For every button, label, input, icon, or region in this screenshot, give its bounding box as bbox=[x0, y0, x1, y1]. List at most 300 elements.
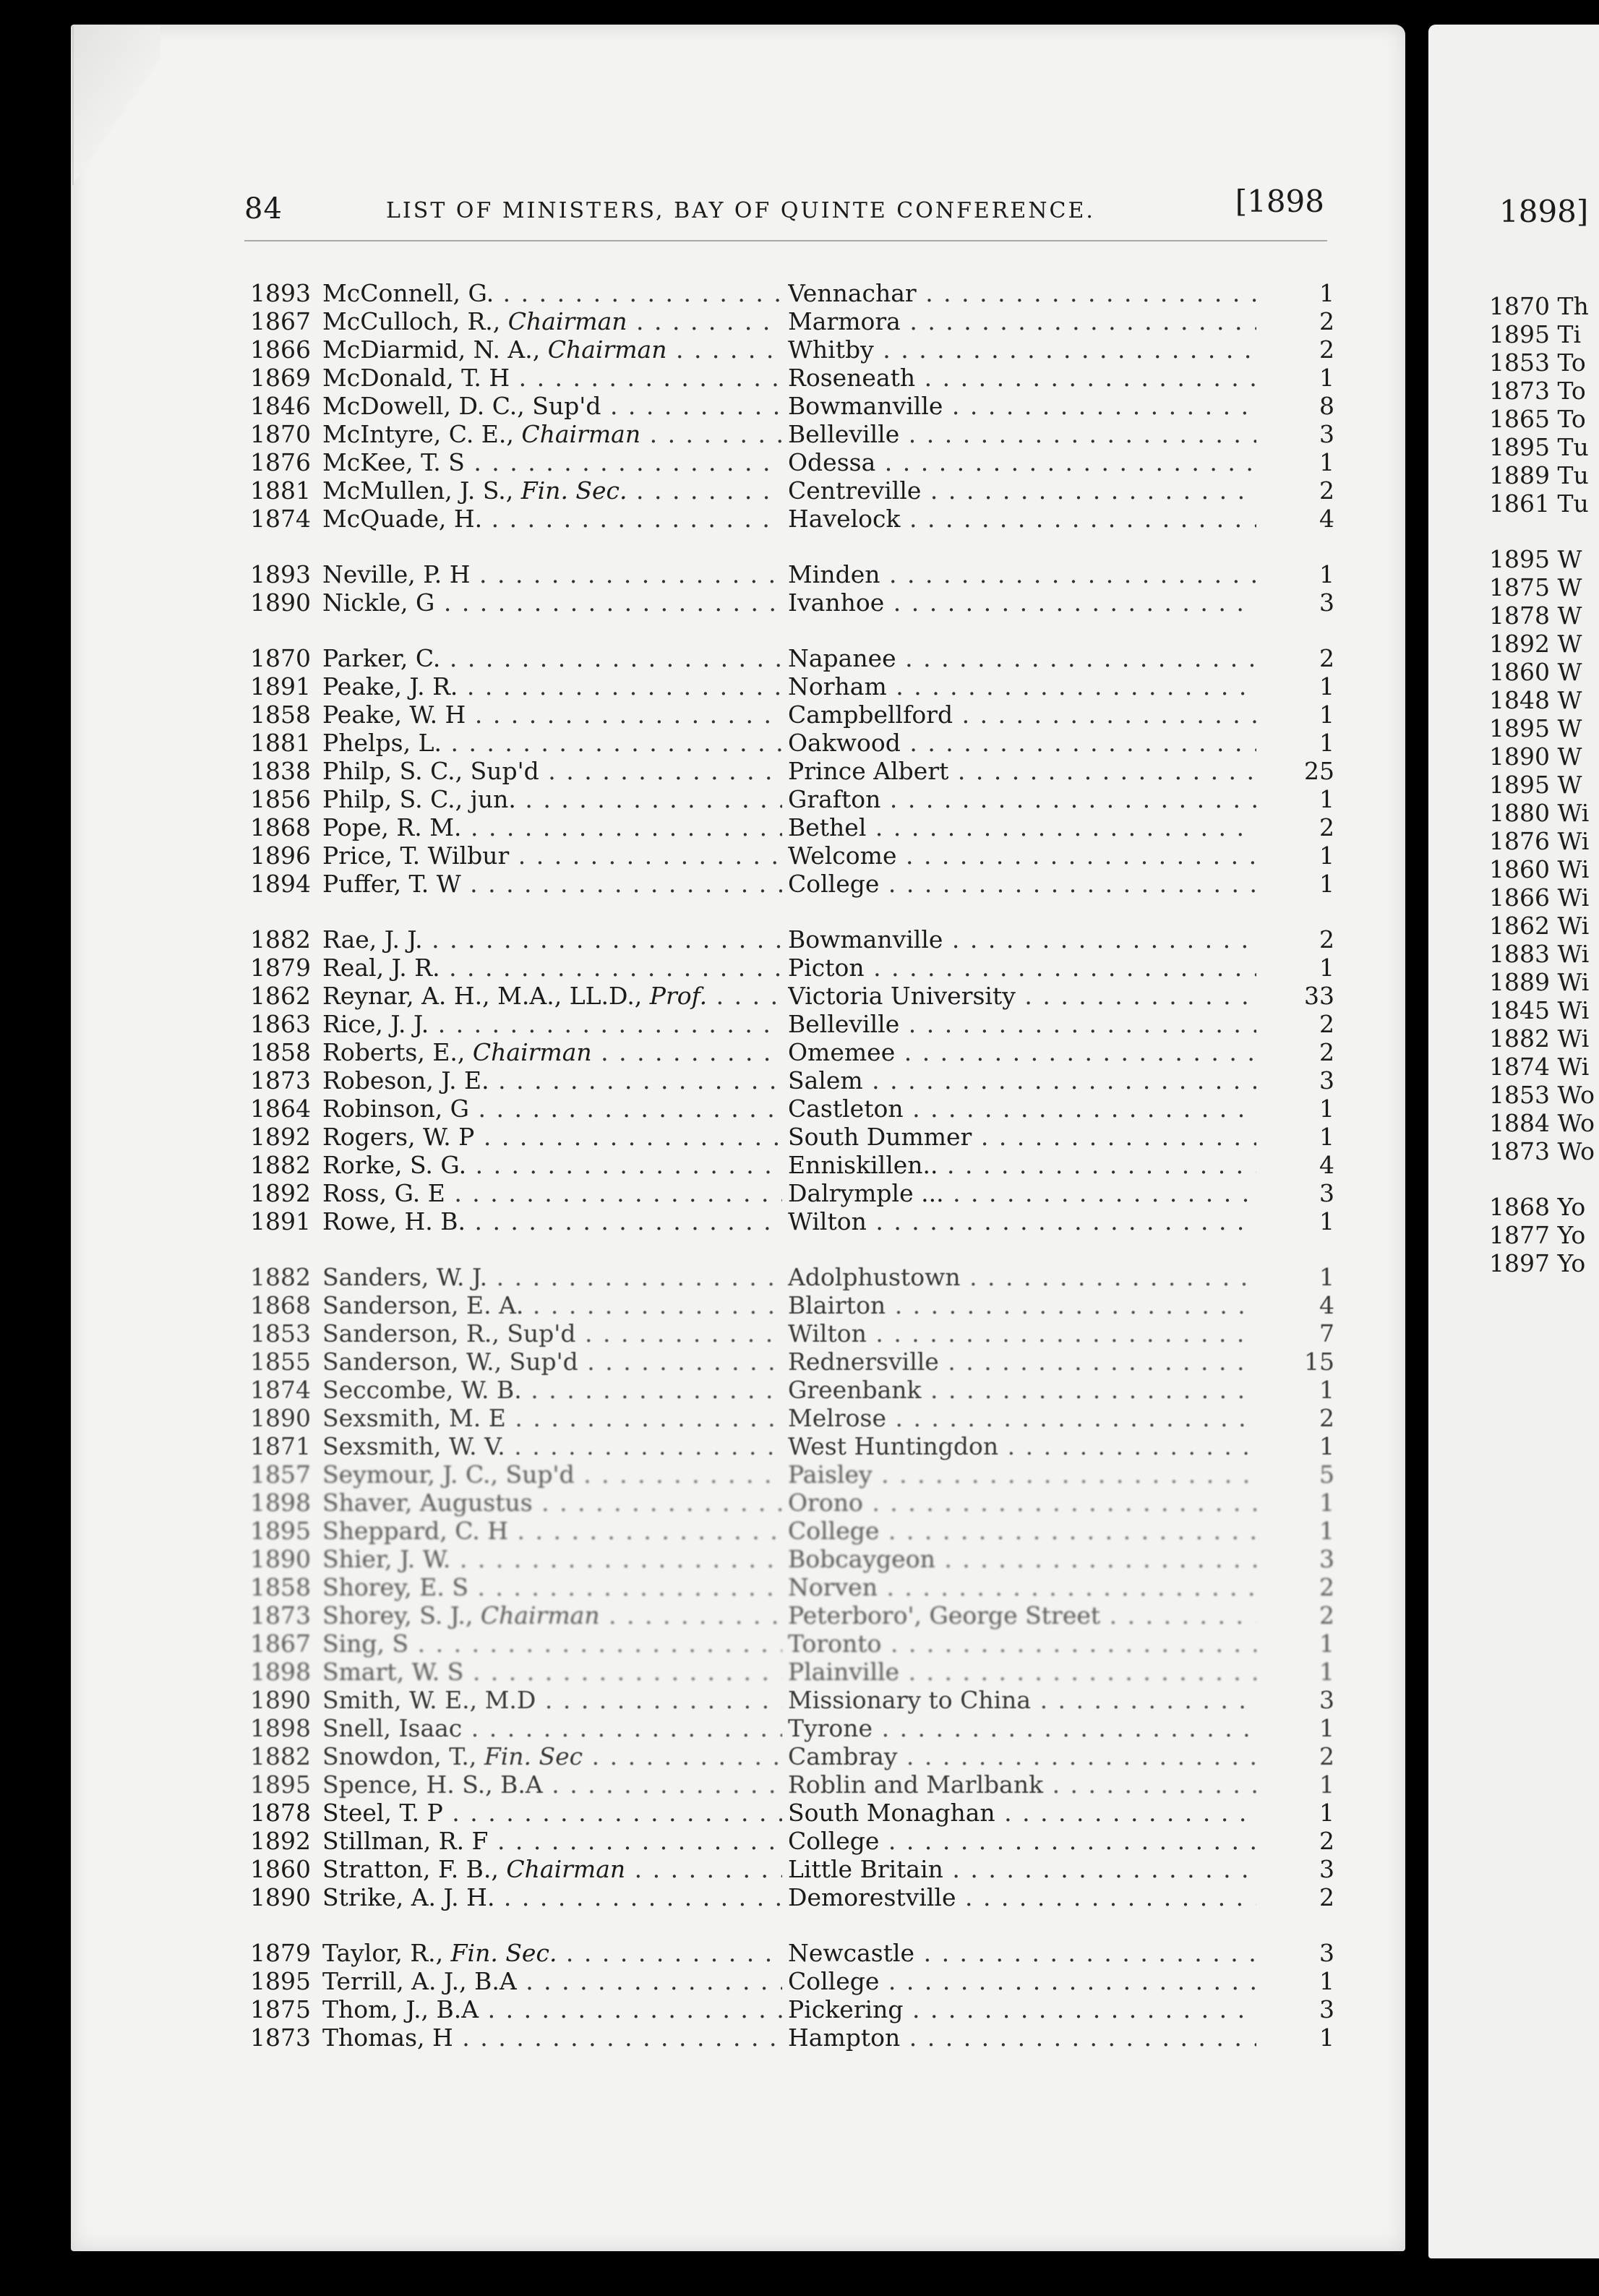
entry-place bbox=[788, 1517, 1256, 1545]
entry-name bbox=[322, 1376, 782, 1404]
entry-place bbox=[788, 1010, 1256, 1038]
list-item bbox=[250, 1038, 1334, 1066]
minister-list bbox=[250, 279, 1334, 2052]
entry-place-text: Blairton bbox=[788, 1291, 886, 1319]
entry-place-text: Missionary to China bbox=[788, 1686, 1032, 1714]
entry-name bbox=[322, 1404, 782, 1432]
entry-name-text: Shaver, Augustus bbox=[322, 1488, 533, 1517]
list-item bbox=[250, 954, 1334, 982]
entry-name bbox=[322, 1432, 782, 1460]
entry-year: 1882 bbox=[250, 1151, 311, 1179]
entry-name-text: Smart, W. S bbox=[322, 1658, 464, 1686]
page-number: 84 bbox=[244, 192, 283, 226]
entry-name bbox=[322, 1517, 782, 1545]
entry-name bbox=[322, 1123, 782, 1151]
entry-name bbox=[322, 1151, 782, 1179]
entry-count: 1 bbox=[1319, 2023, 1334, 2052]
entry-count: 4 bbox=[1319, 1151, 1334, 1179]
entry-name-text: Parker, C. bbox=[322, 644, 441, 672]
entry-count: 1 bbox=[1319, 785, 1334, 813]
entry-year: 1876 bbox=[250, 448, 311, 476]
list-item bbox=[250, 1995, 1334, 2023]
entry-place-text: Omemee bbox=[788, 1038, 896, 1066]
entry-place bbox=[788, 448, 1256, 476]
list-item bbox=[250, 1799, 1334, 1827]
entry-name bbox=[322, 392, 782, 420]
entry-name-text: Neville, P. H bbox=[322, 560, 471, 588]
entry-name-text: Philp, S. C., Sup'd bbox=[322, 757, 539, 785]
entry-count: 2 bbox=[1319, 307, 1334, 335]
entry-place-text: Rednersville bbox=[788, 1348, 939, 1376]
entry-count: 4 bbox=[1319, 1291, 1334, 1319]
list-item bbox=[250, 1855, 1334, 1883]
entry-place-text: Belleville bbox=[788, 420, 900, 448]
entry-count: 1 bbox=[1319, 870, 1334, 898]
entry-year: 1898 bbox=[250, 1714, 311, 1742]
entry-name-text: Snell, Isaac bbox=[322, 1714, 463, 1742]
list-item bbox=[250, 560, 1334, 588]
entry-name bbox=[322, 785, 782, 813]
entry-count: 1 bbox=[1319, 701, 1334, 729]
entry-title: Fin. Sec. bbox=[520, 476, 627, 505]
entry-place-text: Victoria University bbox=[788, 982, 1016, 1010]
entry-place bbox=[788, 1151, 1256, 1179]
list-item bbox=[250, 644, 1334, 672]
entry-place-text: College bbox=[788, 870, 880, 898]
right-list-item: 1895 W bbox=[1489, 714, 1582, 742]
list-item bbox=[250, 1376, 1334, 1404]
entry-year: 1879 bbox=[250, 1939, 311, 1967]
entry-name bbox=[322, 757, 782, 785]
entry-name-text: Robinson, G bbox=[322, 1095, 470, 1123]
entry-count: 1 bbox=[1319, 1263, 1334, 1291]
entry-name bbox=[322, 1742, 782, 1770]
entry-name-text: McKee, T. S bbox=[322, 448, 465, 476]
list-item bbox=[250, 505, 1334, 533]
entry-place-text: College bbox=[788, 1827, 880, 1855]
entry-year: 1846 bbox=[250, 392, 311, 420]
entry-place-text: West Huntingdon bbox=[788, 1432, 999, 1460]
entry-name-text: McDowell, D. C., Sup'd bbox=[322, 392, 601, 420]
entry-name bbox=[322, 729, 782, 757]
list-item bbox=[250, 1066, 1334, 1095]
entry-count: 3 bbox=[1319, 1939, 1334, 1967]
entry-place-text: Dalrymple ... bbox=[788, 1179, 944, 1207]
right-page-header: 1898] bbox=[1499, 194, 1589, 229]
entry-place bbox=[788, 307, 1256, 335]
entry-place bbox=[788, 1291, 1256, 1319]
entry-year: 1868 bbox=[250, 1291, 311, 1319]
entry-name bbox=[322, 307, 782, 335]
entry-count: 3 bbox=[1319, 1855, 1334, 1883]
entry-place bbox=[788, 841, 1256, 870]
entry-place-text: Adolphustown bbox=[788, 1263, 961, 1291]
entry-place bbox=[788, 1038, 1256, 1066]
entry-year: 1898 bbox=[250, 1658, 311, 1686]
entry-year: 1882 bbox=[250, 1742, 311, 1770]
entry-name bbox=[322, 1601, 782, 1629]
entry-name bbox=[322, 1460, 782, 1488]
entry-name-text: Shier, J. W. bbox=[322, 1545, 451, 1573]
entry-count: 2 bbox=[1319, 1742, 1334, 1770]
entry-year: 1893 bbox=[250, 279, 311, 307]
entry-place bbox=[788, 1714, 1256, 1742]
entry-name bbox=[322, 560, 782, 588]
list-item bbox=[250, 1939, 1334, 1967]
entry-count: 1 bbox=[1319, 1432, 1334, 1460]
entry-name bbox=[322, 420, 782, 448]
list-item bbox=[250, 1883, 1334, 1911]
entry-name-text: Strike, A. J. H. bbox=[322, 1883, 495, 1911]
entry-name bbox=[322, 1038, 782, 1066]
entry-place bbox=[788, 560, 1256, 588]
entry-place bbox=[788, 588, 1256, 617]
list-item bbox=[250, 672, 1334, 701]
entry-count: 5 bbox=[1319, 1460, 1334, 1488]
entry-place bbox=[788, 1686, 1256, 1714]
entry-year: 1869 bbox=[250, 364, 311, 392]
entry-count: 4 bbox=[1319, 505, 1334, 533]
right-list-item: 1853 To bbox=[1489, 348, 1586, 377]
entry-place bbox=[788, 701, 1256, 729]
right-list-item: 1890 W bbox=[1489, 742, 1582, 771]
entry-name bbox=[322, 1658, 782, 1686]
entry-name bbox=[322, 335, 782, 364]
entry-place bbox=[788, 1207, 1256, 1235]
entry-place bbox=[788, 1545, 1256, 1573]
right-list-item: 1873 To bbox=[1489, 377, 1586, 405]
entry-title: Fin. Sec bbox=[484, 1742, 583, 1770]
entry-count: 8 bbox=[1319, 392, 1334, 420]
list-item bbox=[250, 1686, 1334, 1714]
entry-name-text: Sexsmith, M. E bbox=[322, 1404, 506, 1432]
entry-year: 1890 bbox=[250, 1545, 311, 1573]
entry-place bbox=[788, 925, 1256, 954]
entry-place bbox=[788, 476, 1256, 505]
entry-name bbox=[322, 1573, 782, 1601]
entry-place-text: South Monaghan bbox=[788, 1799, 995, 1827]
list-item bbox=[250, 1348, 1334, 1376]
entry-name bbox=[322, 2023, 782, 2052]
list-item bbox=[250, 1742, 1334, 1770]
entry-name-text: McMullen, J. S., bbox=[322, 476, 521, 505]
entry-year: 1892 bbox=[250, 1827, 311, 1855]
entry-place bbox=[788, 1601, 1256, 1629]
entry-place bbox=[788, 1573, 1256, 1601]
entry-name-text: Robeson, J. E. bbox=[322, 1066, 489, 1095]
entry-year: 1882 bbox=[250, 1263, 311, 1291]
right-list-item: 1883 Wi bbox=[1489, 940, 1590, 968]
entry-place bbox=[788, 982, 1256, 1010]
entry-count: 1 bbox=[1319, 1376, 1334, 1404]
entry-year: 1873 bbox=[250, 1066, 311, 1095]
entry-place-text: Roblin and Marlbank bbox=[788, 1770, 1044, 1799]
entry-name-text: Philp, S. C., jun. bbox=[322, 785, 516, 813]
entry-name bbox=[322, 588, 782, 617]
entry-count: 1 bbox=[1319, 364, 1334, 392]
entry-year: 1855 bbox=[250, 1348, 311, 1376]
entry-count: 15 bbox=[1304, 1348, 1334, 1376]
list-item bbox=[250, 729, 1334, 757]
entry-place bbox=[788, 870, 1256, 898]
entry-count: 3 bbox=[1319, 1066, 1334, 1095]
entry-name-text: Rogers, W. P bbox=[322, 1123, 475, 1151]
entry-place-text: Centreville bbox=[788, 476, 922, 505]
entry-place bbox=[788, 1967, 1256, 1995]
entry-name-text: Sanderson, E. A. bbox=[322, 1291, 524, 1319]
entry-place-text: Bobcaygeon bbox=[788, 1545, 935, 1573]
entry-place-text: Little Britain bbox=[788, 1855, 943, 1883]
entry-year: 1867 bbox=[250, 1629, 311, 1658]
entry-year: 1891 bbox=[250, 1207, 311, 1235]
right-list-item: 1895 Ti bbox=[1489, 320, 1582, 348]
entry-name-text: Stillman, R. F bbox=[322, 1827, 489, 1855]
right-list-item: 1845 Wi bbox=[1489, 996, 1590, 1024]
entry-count: 3 bbox=[1319, 588, 1334, 617]
entry-count: 3 bbox=[1319, 1995, 1334, 2023]
list-item bbox=[250, 335, 1334, 364]
entry-place-text: College bbox=[788, 1517, 880, 1545]
right-list-item: 1865 To bbox=[1489, 405, 1586, 433]
entry-year: 1879 bbox=[250, 954, 311, 982]
entry-name bbox=[322, 1488, 782, 1517]
entry-name-text: Spence, H. S., B.A bbox=[322, 1770, 543, 1799]
entry-place-text: Bowmanville bbox=[788, 392, 943, 420]
list-item bbox=[250, 1179, 1334, 1207]
entry-count: 3 bbox=[1319, 1686, 1334, 1714]
entry-year: 1895 bbox=[250, 1770, 311, 1799]
list-item bbox=[250, 1573, 1334, 1601]
entry-year: 1867 bbox=[250, 307, 311, 335]
entry-place-text: Paisley bbox=[788, 1460, 873, 1488]
entry-name bbox=[322, 279, 782, 307]
entry-name-text: Sanderson, W., Sup'd bbox=[322, 1348, 578, 1376]
entry-place bbox=[788, 1404, 1256, 1432]
entry-year: 1895 bbox=[250, 1967, 311, 1995]
page-header bbox=[244, 182, 1327, 241]
list-item bbox=[250, 1404, 1334, 1432]
entry-name-text: Shorey, E. S bbox=[322, 1573, 468, 1601]
right-page-list bbox=[1489, 292, 1599, 1277]
entry-name-text: Nickle, G bbox=[322, 588, 435, 617]
entry-count: 1 bbox=[1319, 1714, 1334, 1742]
entry-place-text: Norham bbox=[788, 672, 887, 701]
right-list-item: 1866 Wi bbox=[1489, 883, 1590, 912]
entry-year: 1866 bbox=[250, 335, 311, 364]
entry-count: 2 bbox=[1319, 1038, 1334, 1066]
entry-year: 1874 bbox=[250, 1376, 311, 1404]
entry-count: 1 bbox=[1319, 1488, 1334, 1517]
entry-count: 1 bbox=[1319, 1095, 1334, 1123]
entry-place bbox=[788, 420, 1256, 448]
entry-count: 2 bbox=[1319, 476, 1334, 505]
entry-count: 1 bbox=[1319, 1967, 1334, 1995]
entry-name-text: Ross, G. E bbox=[322, 1179, 445, 1207]
right-list-item: 1897 Yo bbox=[1489, 1249, 1586, 1277]
list-item bbox=[250, 1319, 1334, 1348]
entry-place bbox=[788, 1629, 1256, 1658]
entry-year: 1878 bbox=[250, 1799, 311, 1827]
entry-count: 25 bbox=[1304, 757, 1334, 785]
entry-name bbox=[322, 1855, 782, 1883]
entry-place bbox=[788, 505, 1256, 533]
entry-count: 1 bbox=[1319, 279, 1334, 307]
right-list-item: 1895 W bbox=[1489, 771, 1582, 799]
entry-name bbox=[322, 448, 782, 476]
entry-count: 1 bbox=[1319, 1799, 1334, 1827]
entry-count: 1 bbox=[1319, 841, 1334, 870]
list-item bbox=[250, 701, 1334, 729]
header-year: [1898 bbox=[1235, 184, 1324, 219]
entry-count: 2 bbox=[1319, 1010, 1334, 1038]
entry-name bbox=[322, 364, 782, 392]
entry-place-text: Salem bbox=[788, 1066, 863, 1095]
entry-year: 1892 bbox=[250, 1179, 311, 1207]
entry-place bbox=[788, 335, 1256, 364]
entry-name bbox=[322, 1179, 782, 1207]
right-list-item: 1892 W bbox=[1489, 630, 1582, 658]
entry-name bbox=[322, 1095, 782, 1123]
entry-year: 1870 bbox=[250, 420, 311, 448]
entry-place bbox=[788, 1348, 1256, 1376]
entry-year: 1875 bbox=[250, 1995, 311, 2023]
list-item bbox=[250, 2023, 1334, 2052]
entry-count: 33 bbox=[1304, 982, 1334, 1010]
entry-name-text: Stratton, F. B., bbox=[322, 1855, 507, 1883]
entry-name-text: Seymour, J. C., Sup'd bbox=[322, 1460, 575, 1488]
entry-place bbox=[788, 1432, 1256, 1460]
entry-name-text: Smith, W. E., M.D bbox=[322, 1686, 536, 1714]
entry-year: 1892 bbox=[250, 1123, 311, 1151]
entry-year: 1858 bbox=[250, 1038, 311, 1066]
entry-title: Fin. Sec. bbox=[450, 1939, 557, 1967]
entry-count: 2 bbox=[1319, 813, 1334, 841]
entry-place-text: Castleton bbox=[788, 1095, 904, 1123]
list-item bbox=[250, 982, 1334, 1010]
entry-name bbox=[322, 1207, 782, 1235]
entry-name-text: Real, J. R. bbox=[322, 954, 440, 982]
entry-place-text: Orono bbox=[788, 1488, 863, 1517]
entry-name bbox=[322, 505, 782, 533]
list-item bbox=[250, 757, 1334, 785]
right-list-item: 1853 Wo bbox=[1489, 1081, 1595, 1109]
entry-name bbox=[322, 1319, 782, 1348]
entry-place-text: Wilton bbox=[788, 1207, 867, 1235]
entry-place-text: Demorestville bbox=[788, 1883, 956, 1911]
entry-place-text: Oakwood bbox=[788, 729, 901, 757]
entry-name bbox=[322, 1629, 782, 1658]
entry-year: 1894 bbox=[250, 870, 311, 898]
entry-year: 1871 bbox=[250, 1432, 311, 1460]
entry-name-text: Roberts, E., bbox=[322, 1038, 473, 1066]
list-item bbox=[250, 870, 1334, 898]
entry-name bbox=[322, 1995, 782, 2023]
entry-place-text: Welcome bbox=[788, 841, 897, 870]
list-item bbox=[250, 279, 1334, 307]
entry-name-text: McCulloch, R., bbox=[322, 307, 508, 335]
running-title: LIST OF MINISTERS, BAY OF QUINTE CONFERENCE. bbox=[386, 198, 1095, 223]
list-item bbox=[250, 448, 1334, 476]
entry-name bbox=[322, 1263, 782, 1291]
entry-count: 2 bbox=[1319, 1883, 1334, 1911]
entry-place bbox=[788, 954, 1256, 982]
entry-title: Chairman bbox=[507, 307, 627, 335]
entry-count: 1 bbox=[1319, 560, 1334, 588]
entry-name bbox=[322, 925, 782, 954]
entry-place bbox=[788, 1123, 1256, 1151]
entry-place-text: Whitby bbox=[788, 335, 874, 364]
entry-place-text: Odessa bbox=[788, 448, 876, 476]
list-item bbox=[250, 1827, 1334, 1855]
entry-name bbox=[322, 813, 782, 841]
entry-place-text: Prince Albert bbox=[788, 757, 949, 785]
entry-year: 1873 bbox=[250, 2023, 311, 2052]
entry-place-text: Greenbank bbox=[788, 1376, 922, 1404]
entry-title: Chairman bbox=[506, 1855, 626, 1883]
right-list-item: 1860 W bbox=[1489, 658, 1582, 686]
entry-name bbox=[322, 1827, 782, 1855]
entry-name bbox=[322, 1770, 782, 1799]
entry-name bbox=[322, 672, 782, 701]
entry-name-text: Sexsmith, W. V. bbox=[322, 1432, 505, 1460]
entry-count: 1 bbox=[1319, 954, 1334, 982]
entry-name bbox=[322, 1799, 782, 1827]
entry-count: 1 bbox=[1319, 672, 1334, 701]
entry-place-text: Marmora bbox=[788, 307, 901, 335]
entry-name-text: Snowdon, T., bbox=[322, 1742, 484, 1770]
entry-count: 1 bbox=[1319, 448, 1334, 476]
entry-year: 1882 bbox=[250, 925, 311, 954]
list-item bbox=[250, 420, 1334, 448]
list-item bbox=[250, 813, 1334, 841]
entry-count: 1 bbox=[1319, 1658, 1334, 1686]
entry-place-text: Norven bbox=[788, 1573, 878, 1601]
right-list-item: 1889 Wi bbox=[1489, 968, 1590, 996]
entry-name-text: Peake, J. R. bbox=[322, 672, 458, 701]
entry-place bbox=[788, 813, 1256, 841]
entry-count: 2 bbox=[1319, 925, 1334, 954]
entry-name bbox=[322, 1066, 782, 1095]
right-list-item: 1882 Wi bbox=[1489, 1024, 1590, 1053]
right-list-item: 1876 Wi bbox=[1489, 827, 1590, 855]
entry-year: 1857 bbox=[250, 1460, 311, 1488]
entry-place bbox=[788, 672, 1256, 701]
entry-place-text: Peterboro', George Street bbox=[788, 1601, 1101, 1629]
list-item bbox=[250, 392, 1334, 420]
entry-name-text: Sanders, W. J. bbox=[322, 1263, 488, 1291]
entry-place-text: Vennachar bbox=[788, 279, 917, 307]
entry-name bbox=[322, 1291, 782, 1319]
entry-name-text: McDiarmid, N. A., bbox=[322, 335, 548, 364]
right-list-item: 1861 Tu bbox=[1489, 489, 1589, 518]
entry-year: 1853 bbox=[250, 1319, 311, 1348]
entry-place bbox=[788, 1488, 1256, 1517]
entry-place bbox=[788, 1658, 1256, 1686]
entry-year: 1874 bbox=[250, 505, 311, 533]
entry-count: 1 bbox=[1319, 1207, 1334, 1235]
entry-year: 1898 bbox=[250, 1488, 311, 1517]
entry-name bbox=[322, 1010, 782, 1038]
entry-place-text: Wilton bbox=[788, 1319, 867, 1348]
entry-name bbox=[322, 954, 782, 982]
entry-place-text: Hampton bbox=[788, 2023, 901, 2052]
entry-place-text: Grafton bbox=[788, 785, 881, 813]
list-item bbox=[250, 364, 1334, 392]
entry-place bbox=[788, 279, 1256, 307]
entry-place-text: Newcastle bbox=[788, 1939, 915, 1967]
entry-place bbox=[788, 2023, 1256, 2052]
list-item bbox=[250, 841, 1334, 870]
